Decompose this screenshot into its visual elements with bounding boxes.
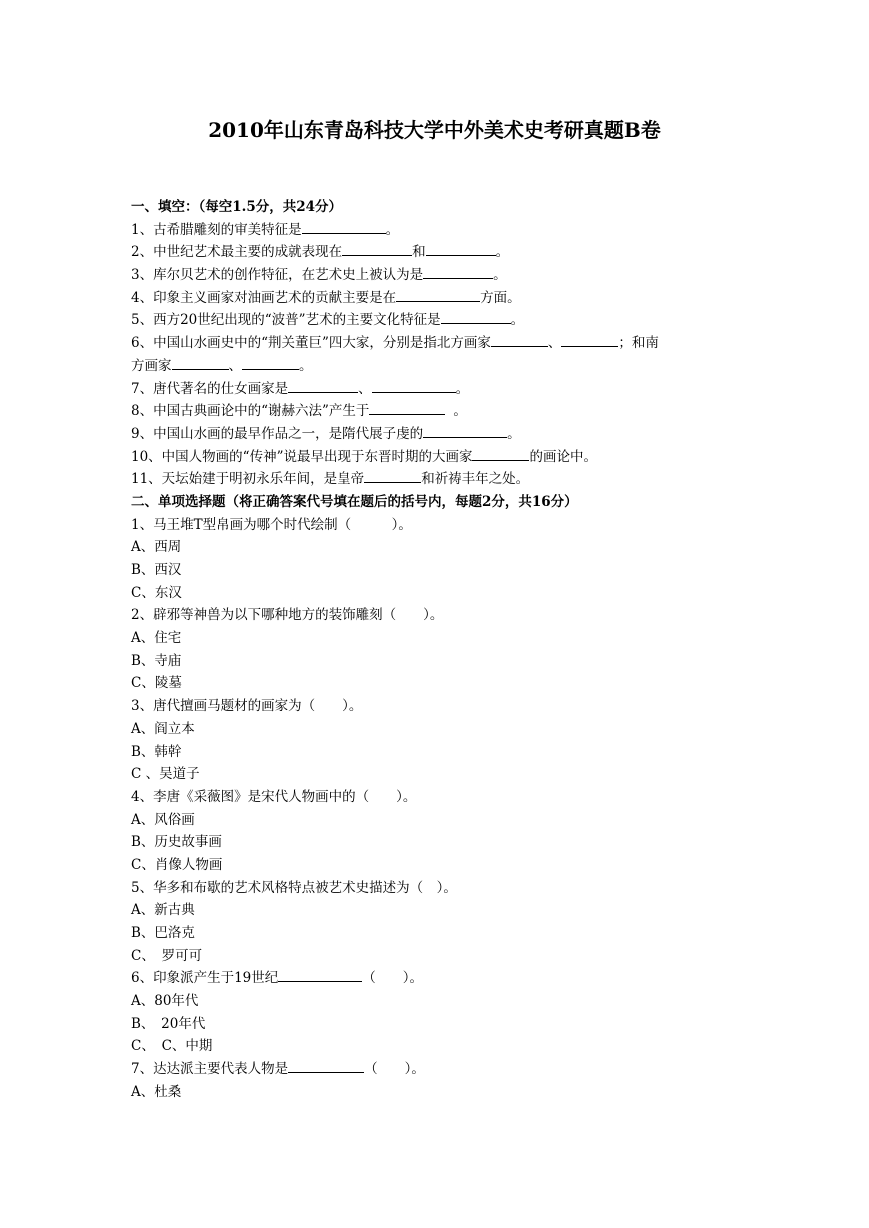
choice-question-1-stem: 1、马王堆T型帛画为哪个时代绘制（ ）。	[131, 516, 412, 533]
answer-blank	[561, 332, 618, 347]
answer-blank	[288, 1058, 364, 1073]
fill-question-10: 10、中国人物画的“传神”说最早出现于东晋时期的大画家 的画论中。	[131, 446, 751, 469]
choice-option: C、陵墓	[131, 675, 182, 692]
section2-heading: 二、单项选择题（将正确答案代号填在题后的括号内，每题2分，共16分）	[131, 493, 578, 510]
page-title: 2010年山东青岛科技大学中外美术史考研真题B卷	[208, 118, 661, 142]
choice-option: A、西周	[131, 539, 182, 556]
answer-blank	[242, 355, 299, 370]
choice-option: A、风俗画	[131, 811, 195, 828]
answer-blank	[364, 468, 421, 483]
fill-question-3: 3、库尔贝艺术的创作特征，在艺术史上被认为是 。	[131, 264, 751, 287]
fill-question-6-continued: 方画家 、 。	[131, 355, 751, 378]
section1-heading: 一、填空：（每空1.5分，共24分）	[131, 199, 343, 215]
choice-question-6-stem: 6、印象派产生于19世纪 （ ）。	[131, 967, 751, 990]
choice-option: C 、吴道子	[131, 766, 200, 783]
choice-option: B、历史故事画	[131, 834, 222, 851]
answer-blank	[491, 332, 548, 347]
answer-blank	[426, 241, 496, 256]
answer-blank	[472, 446, 529, 461]
choice-option: A、阎立本	[131, 720, 195, 737]
fill-question-1: 1、古希腊雕刻的审美特征是 。	[131, 219, 751, 242]
exam-body	[131, 196, 751, 1104]
fill-question-4: 4、印象主义画家对油画艺术的贡献主要是在 方面。	[131, 287, 751, 310]
choice-question-2-stem: 2、辟邪等神兽为以下哪种地方的装饰雕刻（ ）。	[131, 607, 444, 624]
choice-question-7-stem: 7、达达派主要代表人物是 （ ）。	[131, 1058, 751, 1081]
choice-option: B、寺庙	[131, 652, 182, 669]
choice-question-5-stem: 5、华多和布歇的艺术风格特点被艺术史描述为（ ）。	[131, 879, 457, 896]
answer-blank	[423, 423, 507, 438]
choice-option: C、 C、中期	[131, 1038, 213, 1055]
choice-option: C、东汉	[131, 584, 182, 601]
fill-question-5: 5、西方20世纪出现的“波普”艺术的主要文化特征是 。	[131, 309, 751, 332]
answer-blank	[396, 287, 480, 302]
fill-question-6: 6、中国山水画史中的“荆关董巨”四大家，分别是指北方画家 、 ；和南	[131, 332, 751, 355]
answer-blank	[372, 378, 456, 393]
choice-option: B、西汉	[131, 562, 182, 578]
answer-blank	[172, 355, 229, 370]
answer-blank	[342, 241, 412, 256]
answer-blank	[278, 967, 362, 982]
choice-option: A、新古典	[131, 902, 195, 919]
choice-option: A、80年代	[131, 993, 199, 1010]
answer-blank	[288, 378, 358, 393]
choice-question-3-stem: 3、唐代擅画马题材的画家为（ ）。	[131, 698, 363, 715]
answer-blank	[423, 264, 493, 279]
choice-option: A、住宅	[131, 630, 182, 647]
answer-blank	[302, 219, 386, 234]
fill-question-7: 7、唐代著名的仕女画家是 、 。	[131, 378, 751, 401]
choice-option: C、肖像人物画	[131, 856, 223, 873]
choice-option: A、杜桑	[131, 1083, 182, 1100]
fill-question-2: 2、中世纪艺术最主要的成就表现在 和 。	[131, 241, 751, 264]
fill-question-9: 9、中国山水画的最早作品之一，是隋代展子虔的 。	[131, 423, 751, 446]
choice-option: B、巴洛克	[131, 925, 195, 941]
answer-blank	[441, 309, 511, 324]
choice-option: C、 罗可可	[131, 947, 203, 964]
answer-blank	[369, 400, 445, 415]
choice-option: B、韩幹	[131, 743, 182, 760]
choice-question-4-stem: 4、李唐《采薇图》是宋代人物画中的（ ）。	[131, 788, 417, 805]
fill-question-8: 8、中国古典画论中的“谢赫六法”产生于 。	[131, 400, 751, 423]
fill-question-11: 11、天坛始建于明初永乐年间，是皇帝 和祈祷丰年之处。	[131, 468, 751, 491]
choice-option: B、 20年代	[131, 1015, 206, 1032]
